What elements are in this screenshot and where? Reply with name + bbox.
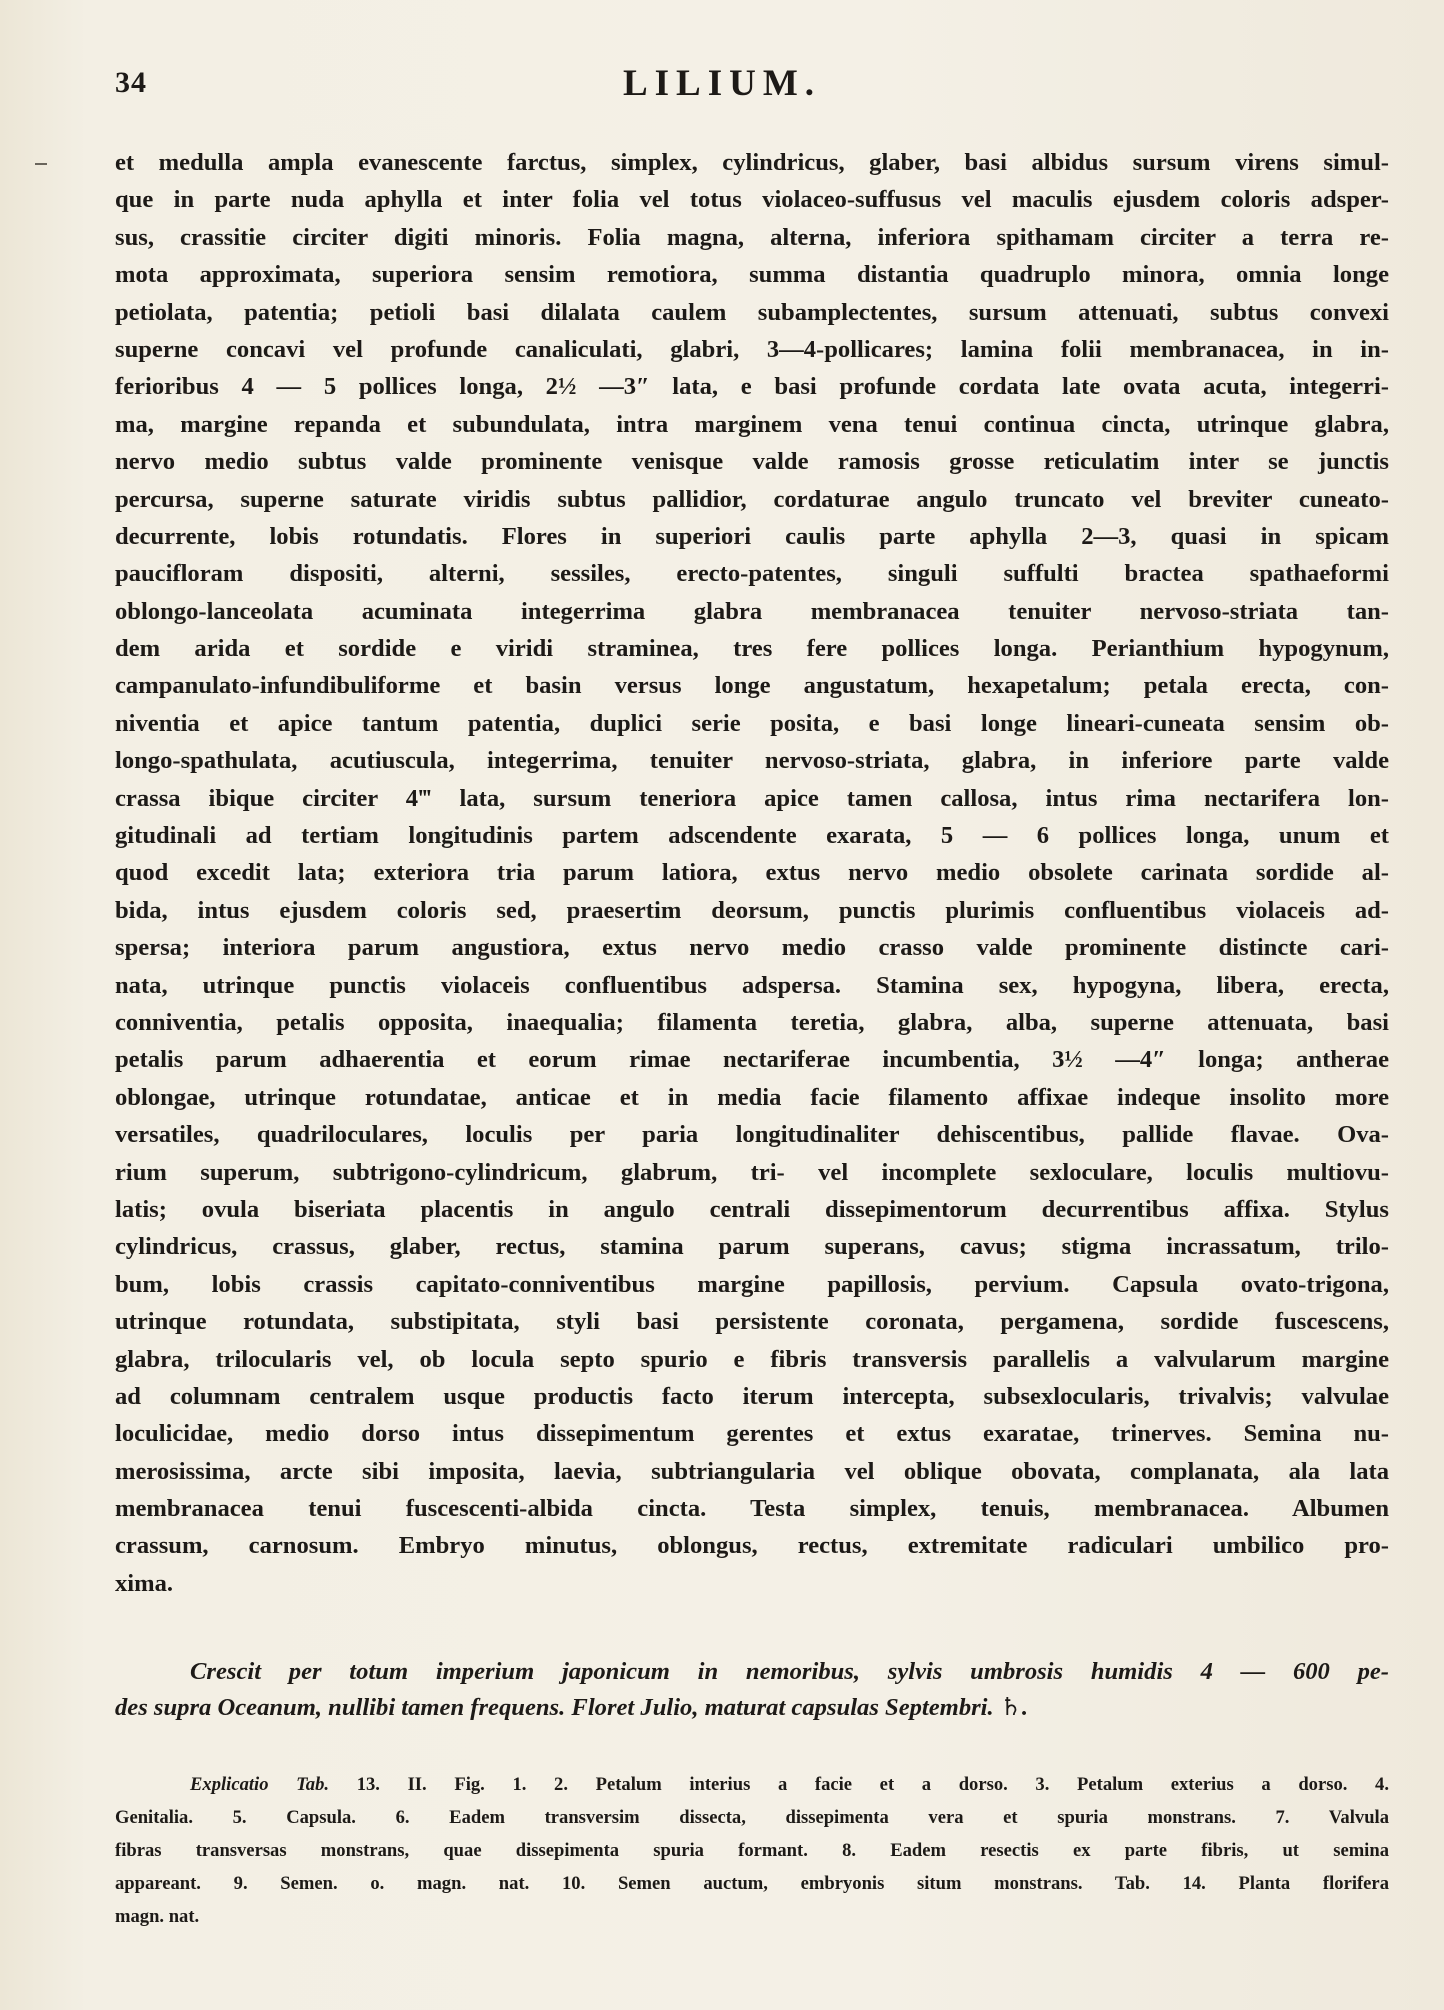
text-line: paucifloram dispositi, alterni, sessiles, erecto-patentes, singuli suffulti bractea spathaeformi bbox=[115, 560, 1389, 588]
text-line: cylindricus, crassus, glaber, rectus, stamina parum superans, cavus; stigma incrassatum, trilo- bbox=[115, 1233, 1389, 1261]
running-title: LILIUM. bbox=[622, 63, 822, 104]
text-line: nata, utrinque punctis violaceis confluentibus adspersa. Stamina sex, hypogyna, libera, erecta, bbox=[115, 971, 1389, 999]
text-line: et medulla ampla evanescente farctus, simplex, cylindricus, glaber, basi albidus sursum virens simul- bbox=[115, 149, 1389, 176]
page-header bbox=[0, 62, 1444, 112]
text-line: petalis parum adhaerentia et eorum rimae nectariferae incumbentia, 3½ —4″ longa; antherae bbox=[115, 1046, 1389, 1074]
text-line: rium superum, subtrigono-cylindricum, glabrum, tri- vel incomplete sexloculare, loculis multiovu- bbox=[115, 1158, 1389, 1186]
text-line: nervo medio subtus valde prominente venisque valde ramosis grosse reticulatim inter se junctis bbox=[115, 448, 1389, 476]
text-line: que in parte nuda aphylla et inter folia vel totus violaceo-suffusus vel maculis ejusdem coloris adsper- bbox=[115, 186, 1389, 214]
text-line: decurrente, lobis rotundatis. Flores in superiori caulis parte aphylla 2—3, quasi in spicam bbox=[115, 522, 1389, 550]
occurrence-line: Crescit per totum imperium japonicum in nemoribus, sylvis umbrosis humidis 4 — 600 pe- bbox=[190, 1658, 1389, 1685]
text-line: niventia et apice tantum patentia, duplici serie posita, e basi longe lineari-cuneata sensim ob- bbox=[115, 709, 1389, 737]
text-line: ferioribus 4 — 5 pollices longa, 2½ —3″ lata, e basi profunde cordata late ovata acuta, integerri- bbox=[115, 373, 1389, 401]
page-number: 34 bbox=[115, 66, 147, 99]
text-line: latis; ovula biseriata placentis in angulo centrali dissepimentorum decurrentibus affixa. Stylus bbox=[115, 1195, 1389, 1223]
text-line: spersa; interiora parum angustiora, extus nervo medio crasso valde prominente distincte cari- bbox=[115, 934, 1389, 962]
text-line: bida, intus ejusdem coloris sed, praesertim deorsum, punctis plurimis confluentibus violaceis ad- bbox=[115, 896, 1389, 924]
text-line: petiolata, patentia; petioli basi dilalata caulem subamplectentes, sursum attenuati, subtus convexi bbox=[115, 298, 1389, 326]
margin-mark bbox=[35, 163, 47, 165]
text-line: utrinque rotundata, substipitata, styli basi persistente coronata, pergamena, sordide fuscescens, bbox=[115, 1308, 1389, 1336]
description-text bbox=[115, 144, 1389, 1602]
text-line: oblongae, utrinque rotundatae, anticae et in media facie filamento affixae indeque insolito more bbox=[115, 1083, 1389, 1111]
text-line: crassa ibique circiter 4‴ lata, sursum teneriora apice tamen callosa, intus rima nectarifera lon- bbox=[115, 784, 1389, 812]
text-line: bum, lobis crassis capitato-conniventibus margine papillosis, pervium. Capsula ovato-trigona, bbox=[115, 1270, 1389, 1298]
text-line: merosissima, arcte sibi imposita, laevia, subtriangularia vel oblique obovata, complanata, ala lata bbox=[115, 1457, 1389, 1485]
explanation-line: magn. nat. bbox=[115, 1906, 200, 1927]
text-line: versatiles, quadriloculares, loculis per paria longitudinaliter dehiscentibus, pallide flavae. Ova- bbox=[115, 1121, 1389, 1149]
occurrence-paragraph bbox=[115, 1654, 1389, 1726]
explanation-lead: Explicatio Tab. bbox=[190, 1774, 330, 1795]
text-line: membranacea tenui fuscescenti-albida cincta. Testa simplex, tenuis, membranacea. Albumen bbox=[115, 1495, 1389, 1523]
text-line: mota approximata, superiora sensim remotiora, summa distantia quadruplo minora, omnia longe bbox=[115, 261, 1389, 289]
text-line: dem arida et sordide e viridi straminea, tres fere pollices longa. Perianthium hypogynum, bbox=[115, 635, 1389, 663]
text-line: ad columnam centralem usque productis facto iterum intercepta, subsexlocularis, trivalvis; valvulae bbox=[115, 1382, 1389, 1410]
text-line: ma, margine repanda et subundulata, intra marginem vena tenui continua cincta, utrinque glabra, bbox=[115, 410, 1389, 438]
text-line: superne concavi vel profunde canaliculati, glabri, 3—4-pollicares; lamina folii membranacea, in in- bbox=[115, 335, 1389, 363]
explanation-line: appareant. 9. Semen. o. magn. nat. 10. Semen auctum, embryonis situm monstrans. Tab. 14. Planta florifera bbox=[115, 1873, 1389, 1894]
explanation-text: 13. II. Fig. 1. 2. Petalum interius a facie et a dorso. 3. Petalum exterius a dorso. 4. bbox=[329, 1774, 1389, 1795]
explanation-line: Genitalia. 5. Capsula. 6. Eadem transversim dissecta, dissepimenta vera et spuria monstrans. 7. Valvula bbox=[115, 1807, 1389, 1828]
text-line: longo-spathulata, acutiuscula, integerrima, tenuiter nervoso-striata, glabra, in inferiore parte valde bbox=[115, 747, 1389, 775]
text-line: quod excedit lata; exteriora tria parum latiora, extus nervo medio obsolete carinata sordide al- bbox=[115, 859, 1389, 887]
text-line: crassum, carnosum. Embryo minutus, oblongus, rectus, extremitate radiculari umbilico pro- bbox=[115, 1532, 1389, 1560]
text-line: gitudinali ad tertiam longitudinis partem adscendente exarata, 5 — 6 pollices longa, unum et bbox=[115, 822, 1389, 850]
text-line: percursa, superne saturate viridis subtus pallidior, cordaturae angulo truncato vel breviter cuneato- bbox=[115, 485, 1389, 513]
text-line: loculicidae, medio dorso intus dissepimentum gerentes et extus exaratae, trinerves. Semina nu- bbox=[115, 1420, 1389, 1448]
explanation-line: fibras transversas monstrans, quae dissepimenta spuria formant. 8. Eadem resectis ex parte fibris, ut semina bbox=[115, 1840, 1389, 1861]
text-line: sus, crassitie circiter digiti minoris. Folia magna, alterna, inferiora spithamam circiter a terra re- bbox=[115, 223, 1389, 251]
text-line: xima. bbox=[115, 1569, 174, 1597]
text-line: conniventia, petalis opposita, inaequalia; filamenta teretia, glabra, alba, superne attenuata, basi bbox=[115, 1008, 1389, 1036]
text-line: campanulato-infundibuliforme et basin versus longe angustatum, hexapetalum; petala erecta, con- bbox=[115, 672, 1389, 700]
text-line: oblongo-lanceolata acuminata integerrima glabra membranacea tenuiter nervoso-striata tan- bbox=[115, 597, 1389, 625]
occurrence-line: des supra Oceanum, nullibi tamen frequens. Floret Julio, maturat capsulas Septembri. ♄. bbox=[115, 1694, 1029, 1721]
plate-explanation bbox=[115, 1768, 1389, 1933]
text-line: glabra, trilocularis vel, ob locula septo spurio e fibris transversis parallelis a valvularum margine bbox=[115, 1345, 1389, 1373]
explanation-line bbox=[115, 1768, 1389, 1801]
